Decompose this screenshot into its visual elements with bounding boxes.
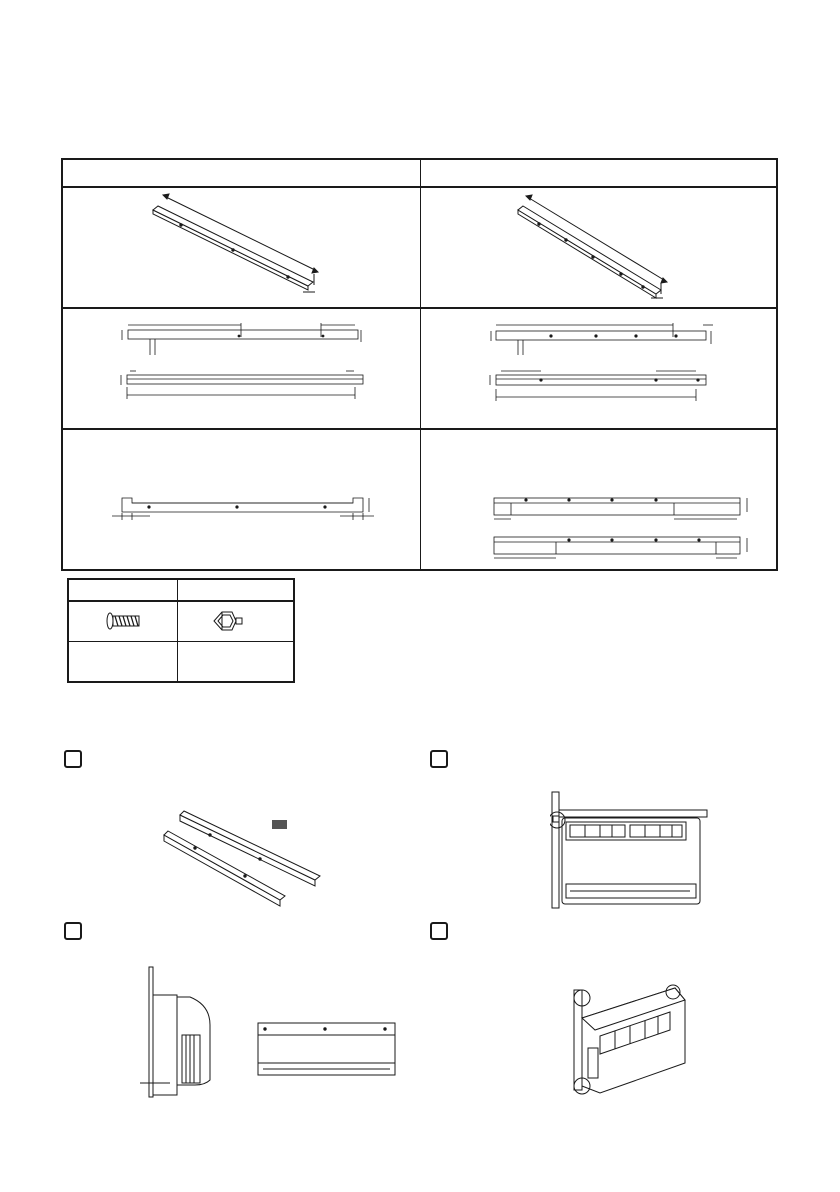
- table-row-flat-right: [421, 430, 776, 569]
- table-row-dims-left: [63, 309, 421, 430]
- nut-icon: [178, 602, 292, 642]
- table-header-right: [421, 160, 776, 188]
- step-3-mounting-illustration: [135, 965, 405, 1100]
- table-header-left: [63, 160, 421, 188]
- step-4-number-box: [430, 922, 448, 940]
- step-1-rails-illustration: [150, 805, 340, 915]
- table-row-rail-right: [421, 188, 776, 309]
- hardware-header-nut: [178, 580, 293, 602]
- hardware-screw-label-cell: [69, 642, 178, 681]
- step-2-unit-illustration: [550, 790, 710, 910]
- step-1-number-box: [64, 750, 82, 768]
- parts-table: [61, 158, 778, 571]
- step-3-number-box: [64, 922, 82, 940]
- step-4-unit-illustration: [560, 978, 700, 1098]
- table-row-rail-left: [63, 188, 421, 309]
- rail-dimension-left-drawing: [63, 309, 419, 428]
- angled-rail-left-drawing: [63, 188, 419, 307]
- hardware-nut-label-cell: [178, 642, 293, 681]
- table-row-flat-left: [63, 430, 421, 569]
- hardware-screw-cell: [69, 602, 178, 642]
- step-2-number-box: [430, 750, 448, 768]
- screw-icon: [69, 602, 177, 642]
- rail-dimension-right-drawing: [421, 309, 774, 428]
- hardware-nut-cell: [178, 602, 293, 642]
- hardware-table: [67, 578, 295, 683]
- table-row-dims-right: [421, 309, 776, 430]
- flat-rail-right-drawing: [421, 430, 774, 569]
- flat-rail-left-drawing: [63, 430, 419, 569]
- angled-rail-right-drawing: [421, 188, 774, 307]
- hardware-header-screw: [69, 580, 178, 602]
- step-1-swatch: [272, 820, 287, 829]
